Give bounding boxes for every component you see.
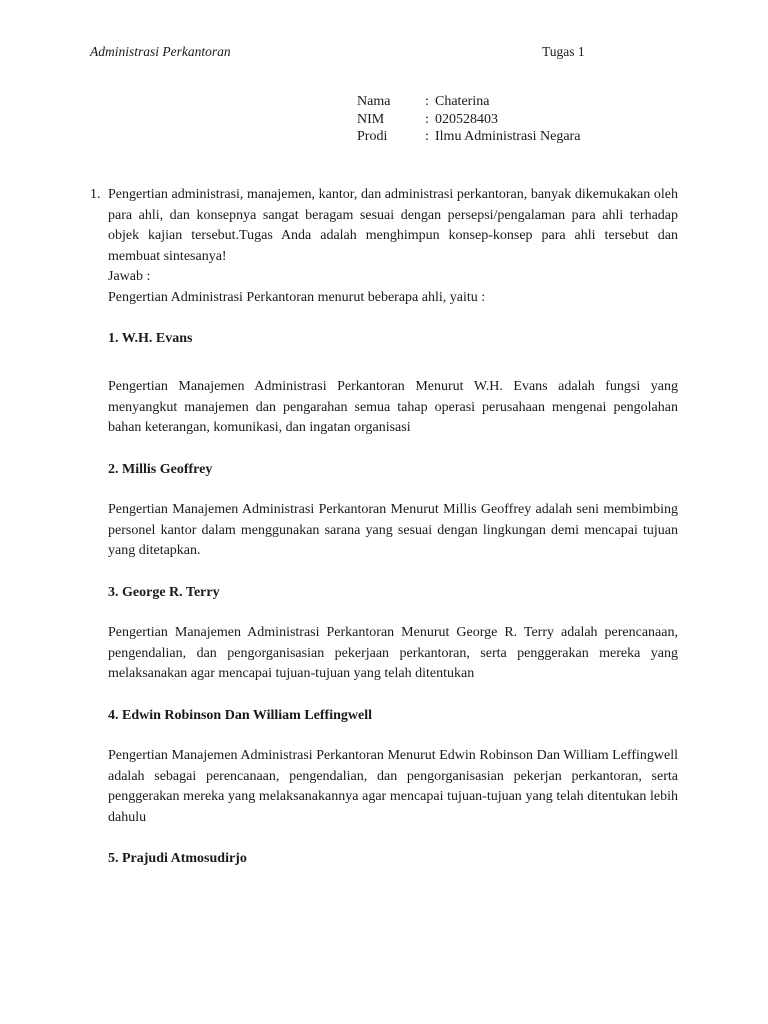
identity-row-prodi: [357, 128, 580, 146]
section-body: Pengertian Manajemen Administrasi Perkantoran Menurut George R. Terry adalah perencanaan, pengendalian, dan pengorganisasian pekerjaan perkantoran, serta penggerakan mereka yang melaksanakan agar mencapai tujuan-tujuan yang telah ditentukan: [108, 625, 678, 681]
identity-label: Prodi: [357, 129, 388, 144]
answer-label: Jawab :: [108, 269, 151, 284]
section-title: 3. George R. Terry: [108, 585, 220, 600]
header-course: Administrasi Perkantoran: [90, 44, 231, 59]
section-body: Pengertian Manajemen Administrasi Perkantoran Menurut W.H. Evans adalah fungsi yang menyangkut manajemen dan pengarahan semua tahap operasi perusahaan mengenai pengolahan bahan keterangan, komunikasi, dan ingatan organisasi: [108, 379, 678, 435]
section-body: Pengertian Manajemen Administrasi Perkantoran Menurut Millis Geoffrey adalah seni membimbing personel kantor dalam menggunakan sarana yang sesuai dengan lingkungan demi mencapai tujuan yang ditetapkan.: [108, 502, 678, 558]
section-title: 1. W.H. Evans: [108, 331, 193, 346]
section-body: Pengertian Manajemen Administrasi Perkantoran Menurut Edwin Robinson Dan William Leffingwell adalah sebagai perencanaan, pengendalian, dan pengorganisasian pekerjan perkantoran, serta penggerakan mereka yang melaksanakannya agar mencapai tujuan-tujuan yang telah ditentukan lebih dahulu: [108, 748, 678, 825]
identity-label: NIM: [357, 111, 385, 127]
student-identity: [357, 93, 580, 146]
identity-label: Nama: [357, 94, 391, 109]
question-row: [90, 185, 678, 308]
identity-row-nim: [357, 111, 580, 129]
identity-separator: :: [425, 129, 429, 144]
identity-value: Chaterina: [435, 94, 490, 109]
page-header: [90, 44, 710, 64]
question-block: [90, 185, 678, 308]
identity-value: 020528403: [435, 111, 498, 127]
answer-intro: Pengertian Administrasi Perkantoran menurut beberapa ahli, yaitu :: [108, 289, 486, 305]
identity-row-name: [357, 93, 580, 111]
question-text: Pengertian administrasi, manajemen, kantor, dan administrasi perkantoran, banyak dikemukakan oleh para ahli, dan konsepnya sangat beragam sesuai dengan persepsi/pengalaman para ahli terhadap objek kajian tersebut.Tugas Anda adalah menghimpun konsep-konsep para ahli tersebut dan membuat sintesanya!: [108, 187, 678, 264]
section-title: 4. Edwin Robinson Dan William Leffingwell: [108, 708, 372, 723]
header-assignment: Tugas 1: [542, 44, 585, 59]
question-body: [108, 185, 678, 308]
identity-value: Ilmu Administrasi Negara: [435, 129, 581, 144]
section-title: 5. Prajudi Atmosudirjo: [108, 851, 247, 866]
section-title: 2. Millis Geoffrey: [108, 462, 213, 477]
question-number: 1.: [90, 187, 101, 202]
identity-separator: :: [425, 94, 429, 109]
identity-separator: :: [425, 111, 429, 127]
